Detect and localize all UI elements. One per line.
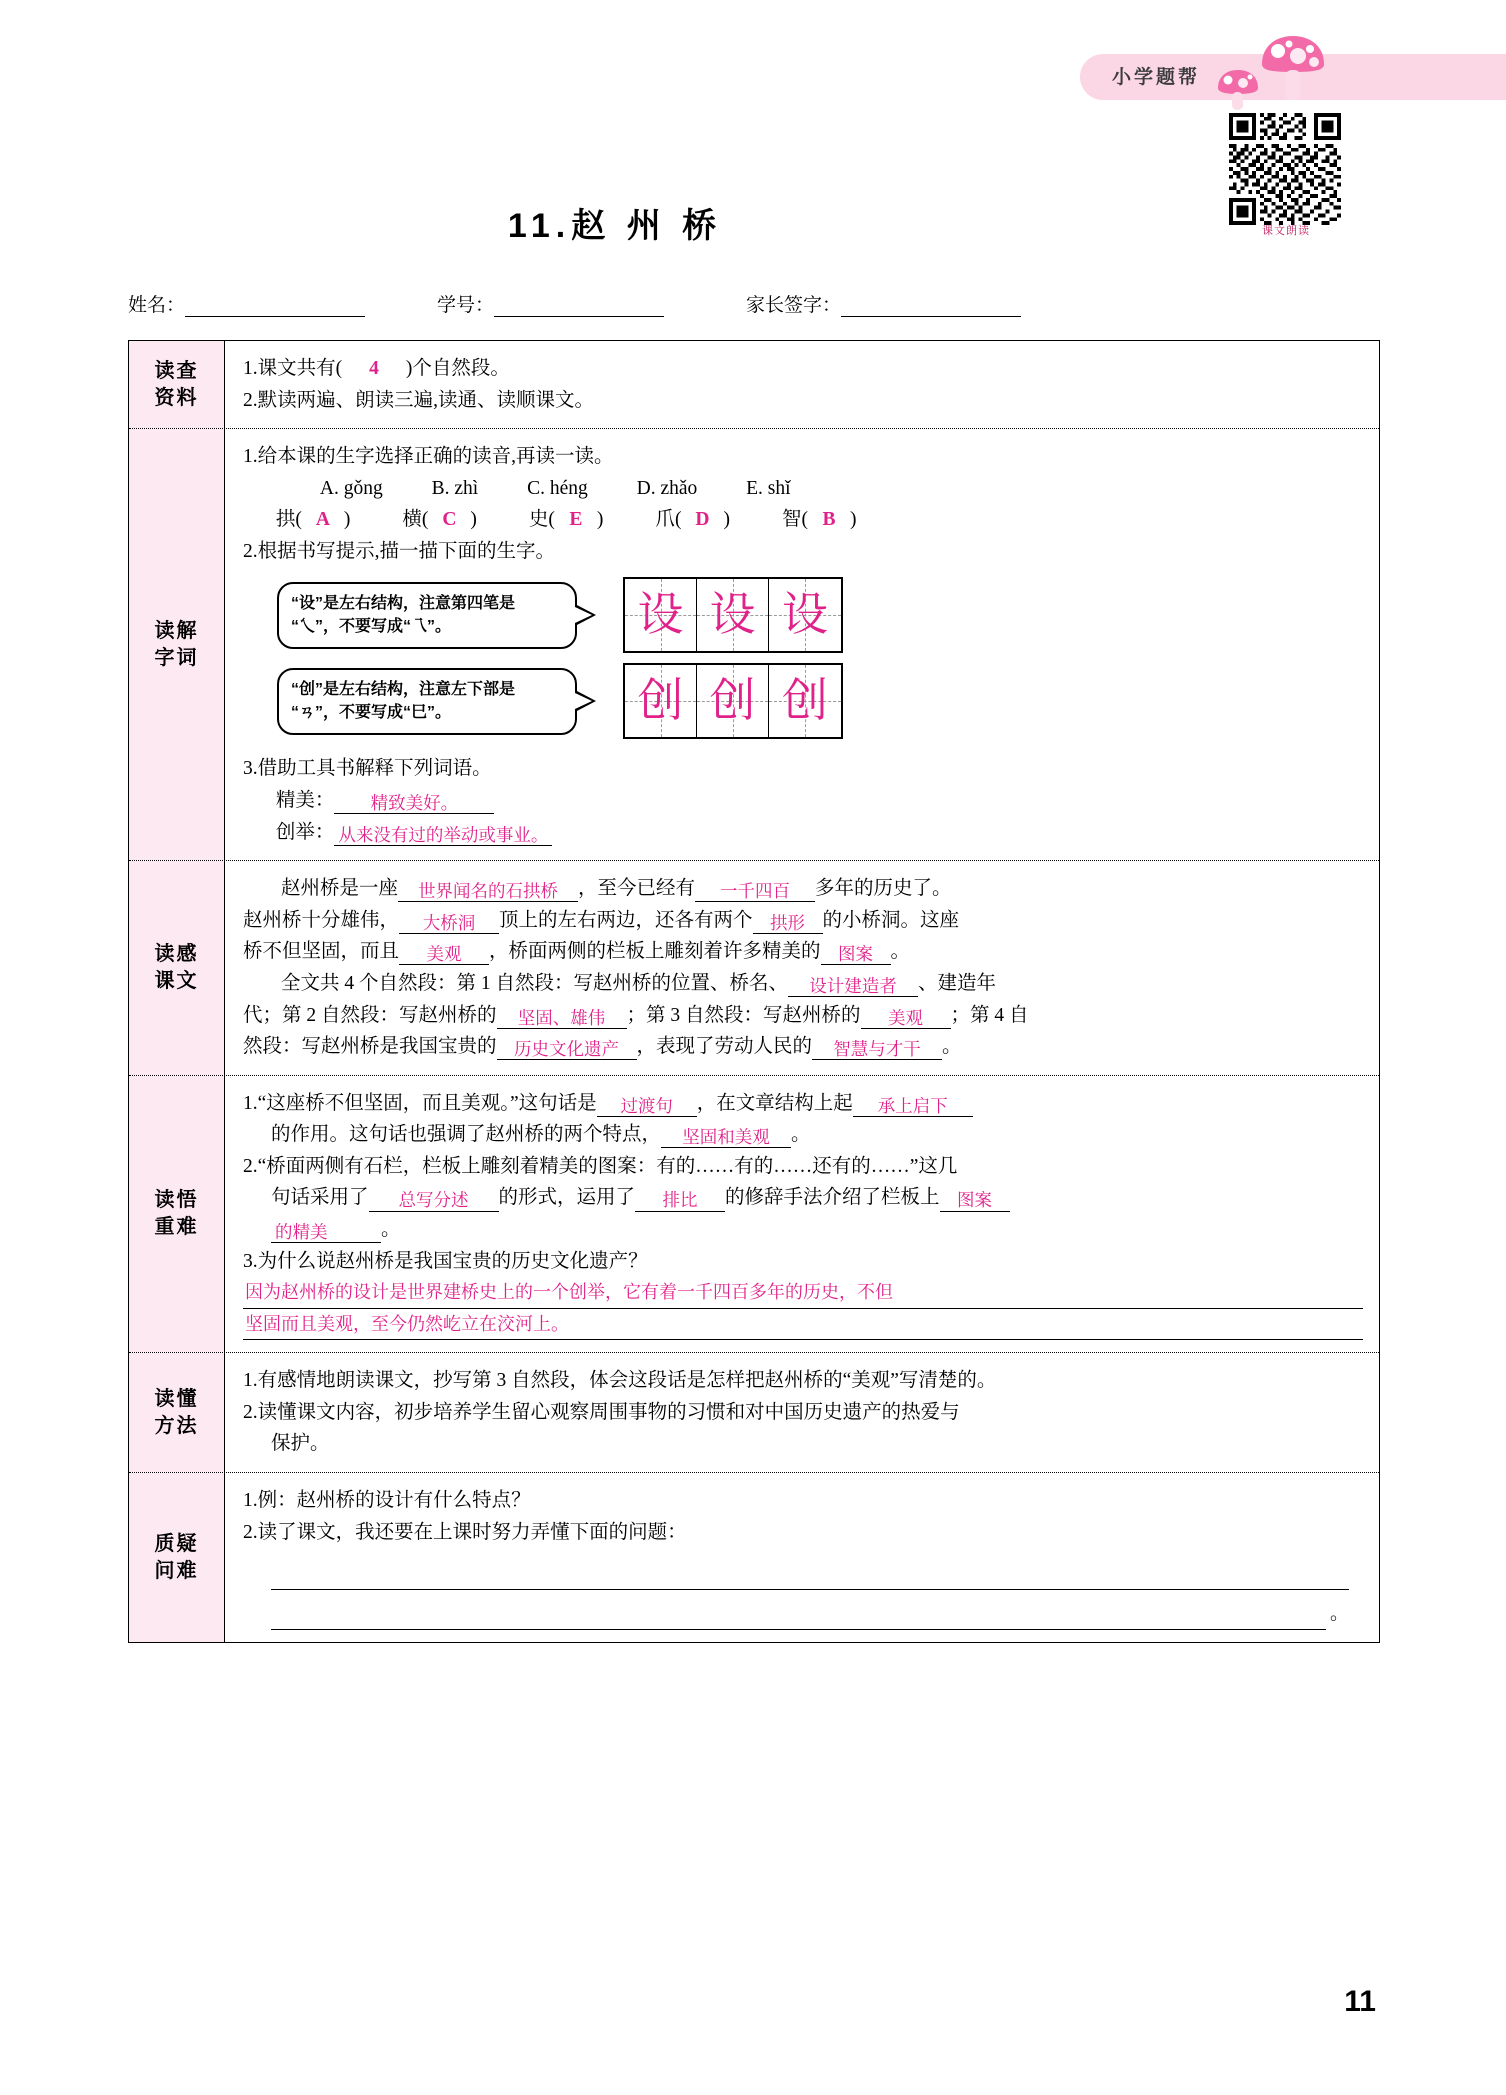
qr-caption: 课文朗读 xyxy=(1262,225,1310,237)
cloze-answer[interactable]: 设计建造者 xyxy=(788,976,918,997)
cat-line-1: 读解 xyxy=(154,619,199,642)
pinyin-option-a: A. gǒng xyxy=(319,477,383,499)
question-3: 3.为什么说赵州桥是我国宝贵的历史文化遗产？ xyxy=(243,1250,648,1272)
section-body-duchaziliao xyxy=(225,341,1379,428)
table-row-chaziliao xyxy=(129,341,1379,429)
traced-char: 创 xyxy=(782,675,828,727)
text: 的形式，运用了 xyxy=(498,1187,636,1209)
question-2-line-1: 2.读懂课文内容，初步培养学生留心观察周围事物的习惯和对中国历史遗产的热爱与 xyxy=(243,1401,960,1423)
def-word: 创举： xyxy=(275,821,335,843)
cloze-paragraph-3 xyxy=(243,936,1363,968)
choice-heng[interactable]: 横( C ) xyxy=(402,504,477,536)
cloze-answer[interactable]: 美观 xyxy=(861,1008,951,1029)
question-2: 2.默读两遍、朗读三遍,读通、读顺课文。 xyxy=(243,389,595,411)
pinyin-option-b: B. zhì xyxy=(431,477,479,499)
tip-line-2: “ㄢ”，不要写成“巳”。 xyxy=(291,704,452,722)
def-word: 精美： xyxy=(275,790,335,812)
cloze-answer[interactable]: 智慧与才干 xyxy=(812,1039,942,1060)
cloze-paragraph-2 xyxy=(243,905,1363,937)
cloze-answer[interactable]: 历史文化遗产 xyxy=(497,1039,637,1060)
cloze-paragraph-5 xyxy=(243,1000,1363,1032)
choice-char: 爪 xyxy=(655,509,675,531)
tracing-cell[interactable] xyxy=(769,579,841,651)
cloze-answer[interactable]: 美观 xyxy=(399,944,489,965)
text: 。 xyxy=(890,941,911,963)
pinyin-option-d: D. zhǎo xyxy=(636,477,698,499)
def-answer[interactable]: 精致美好。 xyxy=(334,793,494,814)
section-body-dugankewen xyxy=(225,861,1379,1074)
mushroom-icon xyxy=(1258,34,1328,102)
choice-zhi[interactable]: 智( B ) xyxy=(782,504,857,536)
q1-prefix: 1.课文共有( xyxy=(243,358,343,379)
text: 的小桥洞。这座 xyxy=(822,909,960,931)
section-body-dujieZici xyxy=(225,429,1379,860)
section-label-zhiyiwennan xyxy=(129,1473,225,1642)
choice-answer[interactable]: C xyxy=(442,509,457,531)
cloze-paragraph-6 xyxy=(243,1031,1363,1063)
text: 顶上的左右两边，还各有两个 xyxy=(499,909,753,931)
cat-line-2: 课文 xyxy=(154,969,199,992)
table-row-zhiyi xyxy=(129,1473,1379,1642)
name-input-line[interactable] xyxy=(185,299,365,317)
tracing-grid-she[interactable] xyxy=(623,577,843,653)
question-2-line-3 xyxy=(243,1214,1363,1246)
question-2-line-1: 2.“桥面两侧有石栏，栏板上雕刻着精美的图案：有的……有的……还有的……”这几 xyxy=(243,1155,958,1177)
tracing-cell[interactable] xyxy=(697,665,769,737)
pinyin-option-c: C. héng xyxy=(527,477,588,499)
cloze-paragraph-4 xyxy=(243,968,1363,1000)
choice-answers xyxy=(243,504,1363,536)
question-1-line-2 xyxy=(243,1119,1363,1151)
choice-char: 拱 xyxy=(275,509,296,531)
text: 1.“这座桥不但坚固，而且美观。”这句话是 xyxy=(243,1092,597,1114)
question-2: 2.根据书写提示,描一描下面的生字。 xyxy=(243,540,556,562)
section-label-duwuzhongnan xyxy=(129,1076,225,1353)
text: 桥不但坚固，而且 xyxy=(243,941,400,963)
cloze-answer[interactable]: 世界闻名的石拱桥 xyxy=(398,881,578,902)
worksheet-table xyxy=(128,340,1380,1643)
cat-line-1: 读感 xyxy=(154,942,199,965)
end-period: 。 xyxy=(1329,1603,1349,1625)
section-label-dujieZici xyxy=(129,429,225,860)
traced-char: 设 xyxy=(637,589,684,641)
cat-line-1: 读查 xyxy=(154,359,199,382)
cloze-answer[interactable]: 图案 xyxy=(940,1190,1010,1211)
text: 句话采用了 xyxy=(271,1187,369,1209)
cloze-answer[interactable]: 图案 xyxy=(821,944,891,965)
text: ，桥面两侧的栏板上雕刻着许多精美的 xyxy=(489,941,821,963)
question-2-line-2 xyxy=(243,1182,1363,1214)
question-1: 1.给本课的生字选择正确的读音,再读一读。 xyxy=(243,446,614,468)
cat-line-2: 字词 xyxy=(154,646,199,669)
section-body-dudongfangfa xyxy=(225,1353,1379,1472)
tracing-grid-chuang[interactable] xyxy=(623,663,843,739)
text: ，表现了劳动人民的 xyxy=(636,1036,813,1058)
question-1-line-1 xyxy=(243,1088,1363,1120)
question-2: 2.读了课文，我还要在上课时努力弄懂下面的问题： xyxy=(243,1521,687,1543)
student-id-input-line[interactable] xyxy=(494,299,664,317)
cloze-answer[interactable]: 总写分述 xyxy=(369,1190,499,1211)
pinyin-option-e: E. shǐ xyxy=(746,477,791,499)
table-row-jieziCi xyxy=(129,429,1379,861)
section-body-duwuzhongnan xyxy=(225,1076,1379,1353)
table-row-dugan xyxy=(129,861,1379,1075)
tip-line-2: “乀”，不要写成“乁”。 xyxy=(291,618,452,636)
section-label-duchaziliao xyxy=(129,341,225,428)
table-row-dudong xyxy=(129,1353,1379,1473)
text: 全文共 4 个自然段：第 1 自然段：写赵州桥的位置、桥名、 xyxy=(281,972,789,994)
traced-char: 设 xyxy=(709,589,756,641)
def-answer[interactable]: 从来没有过的举动或事业。 xyxy=(334,825,552,846)
traced-char: 创 xyxy=(709,675,756,727)
choice-char: 史 xyxy=(528,509,549,531)
text: 的修辞手法介绍了栏板上 xyxy=(725,1187,940,1209)
brand-label: 小学题帮 xyxy=(1112,67,1201,88)
text: 的作用。这句话也强调了赵州桥的两个特点， xyxy=(271,1124,662,1146)
choice-answer[interactable]: B xyxy=(822,509,836,531)
parent-signature-input-line[interactable] xyxy=(841,299,1021,317)
cat-line-1: 读懂 xyxy=(154,1387,199,1410)
choice-answer[interactable]: E xyxy=(569,509,583,531)
tip-line-1: “创”是左右结构，注意左下部是 xyxy=(291,681,516,699)
text: 赵州桥十分雄伟， xyxy=(243,909,400,931)
cat-line-2: 方法 xyxy=(154,1414,199,1437)
page-number: 11 xyxy=(1344,1985,1376,2018)
text: 然段：写赵州桥是我国宝贵的 xyxy=(243,1036,497,1058)
choice-char: 横 xyxy=(402,509,422,531)
text: 。 xyxy=(791,1124,811,1146)
text: 多年的历史了。 xyxy=(815,878,952,900)
text: ，至今已经有 xyxy=(578,878,696,900)
cat-line-2: 问难 xyxy=(154,1559,199,1582)
definition-chuangju xyxy=(243,817,1363,849)
choice-answer[interactable]: A xyxy=(315,509,330,531)
traced-char: 设 xyxy=(782,589,828,641)
tip-callout-she xyxy=(277,582,577,648)
choice-shi[interactable]: 史( E ) xyxy=(529,504,604,536)
cloze-answer[interactable]: 坚固、雄伟 xyxy=(497,1008,627,1029)
table-row-duwu xyxy=(129,1076,1379,1354)
text: ，在文章结构上起 xyxy=(696,1092,853,1114)
parent-signature-label: 家长签字： xyxy=(746,295,842,316)
cloze-answer[interactable]: 一千四百 xyxy=(695,881,815,902)
cloze-paragraph-1 xyxy=(243,873,1363,905)
q3-answer-line-1[interactable]: 因为赵州桥的设计是世界建桥史上的一个创举，它有着一千四百多年的历史，不但 xyxy=(243,1277,1363,1309)
mushroom-icon xyxy=(1216,68,1260,110)
choice-char: 智 xyxy=(781,509,802,531)
pinyin-options xyxy=(243,473,1363,505)
student-id-field[interactable] xyxy=(437,290,664,317)
section-body-zhiyiwennan xyxy=(225,1473,1379,1642)
section-label-dudongfangfa xyxy=(129,1353,225,1472)
text: 。 xyxy=(942,1036,962,1058)
cloze-answer[interactable]: 承上启下 xyxy=(853,1096,973,1117)
text: 保护。 xyxy=(271,1433,330,1455)
q1-answer[interactable]: 4 xyxy=(369,358,379,379)
cloze-answer[interactable]: 大桥洞 xyxy=(399,913,499,934)
name-label: 姓名： xyxy=(128,295,186,316)
tracing-cell[interactable] xyxy=(769,665,841,737)
tracing-cell[interactable] xyxy=(697,579,769,651)
choice-answer[interactable]: D xyxy=(695,509,710,531)
text: 赵州桥是一座 xyxy=(281,878,399,900)
q1-suffix: )个自然段。 xyxy=(405,358,510,379)
question-2-line-2 xyxy=(243,1428,1363,1460)
answer-blank-line-1[interactable] xyxy=(271,1560,1349,1590)
cloze-answer[interactable]: 拱形 xyxy=(753,913,823,934)
traced-char: 创 xyxy=(637,675,684,727)
tip-callout-chuang xyxy=(277,668,577,734)
question-1: 1.有感情地朗读课文，抄写第 3 自然段，体会这段话是怎样把赵州桥的“美观”写清楚的。 xyxy=(243,1370,997,1392)
parent-signature-field[interactable] xyxy=(746,290,1021,317)
tracing-cell[interactable] xyxy=(625,579,697,651)
answer-blank-line-2[interactable] xyxy=(271,1600,1326,1630)
tracing-cell[interactable] xyxy=(625,665,697,737)
answer-blank-row-2 xyxy=(271,1590,1349,1630)
definition-jingmei xyxy=(243,785,1363,817)
question-3: 3.借助工具书解释下列词语。 xyxy=(243,758,492,780)
student-id-label: 学号： xyxy=(437,295,495,316)
question-1: 1.例：赵州桥的设计有什么特点？ xyxy=(243,1490,531,1512)
q3-answer-line-2[interactable]: 坚固而且美观，至今仍然屹立在洨河上。 xyxy=(243,1309,1363,1341)
writing-tip-block-chuang xyxy=(277,663,1363,739)
cat-line-2: 重难 xyxy=(154,1216,199,1238)
question-1 xyxy=(243,353,1363,385)
cat-line-2: 资料 xyxy=(154,386,199,409)
page-title: 11.赵 州 桥 xyxy=(507,207,723,245)
text: ；第 4 自 xyxy=(950,1004,1029,1026)
name-field[interactable] xyxy=(128,290,365,317)
cloze-answer[interactable]: 的精美 xyxy=(271,1222,381,1243)
writing-tip-block-she xyxy=(277,577,1363,653)
cloze-answer[interactable]: 排比 xyxy=(635,1190,725,1211)
text: 代；第 2 自然段：写赵州桥的 xyxy=(243,1004,497,1026)
student-info-row xyxy=(128,290,1128,317)
cat-line-1: 读悟 xyxy=(154,1189,199,1211)
cloze-answer[interactable]: 坚固和美观 xyxy=(661,1127,791,1148)
section-label-dugankewen xyxy=(129,861,225,1074)
choice-gong[interactable]: 拱( A ) xyxy=(276,504,351,536)
qr-code-icon[interactable] xyxy=(1229,113,1341,225)
cat-line-1: 质疑 xyxy=(154,1532,199,1555)
choice-zhao[interactable]: 爪( D ) xyxy=(655,504,730,536)
text: 。 xyxy=(381,1218,401,1240)
tip-line-1: “设”是左右结构，注意第四笔是 xyxy=(291,595,516,613)
text: 、建造年 xyxy=(918,972,997,994)
text: ；第 3 自然段：写赵州桥的 xyxy=(626,1004,861,1026)
cloze-answer[interactable]: 过渡句 xyxy=(597,1096,697,1117)
